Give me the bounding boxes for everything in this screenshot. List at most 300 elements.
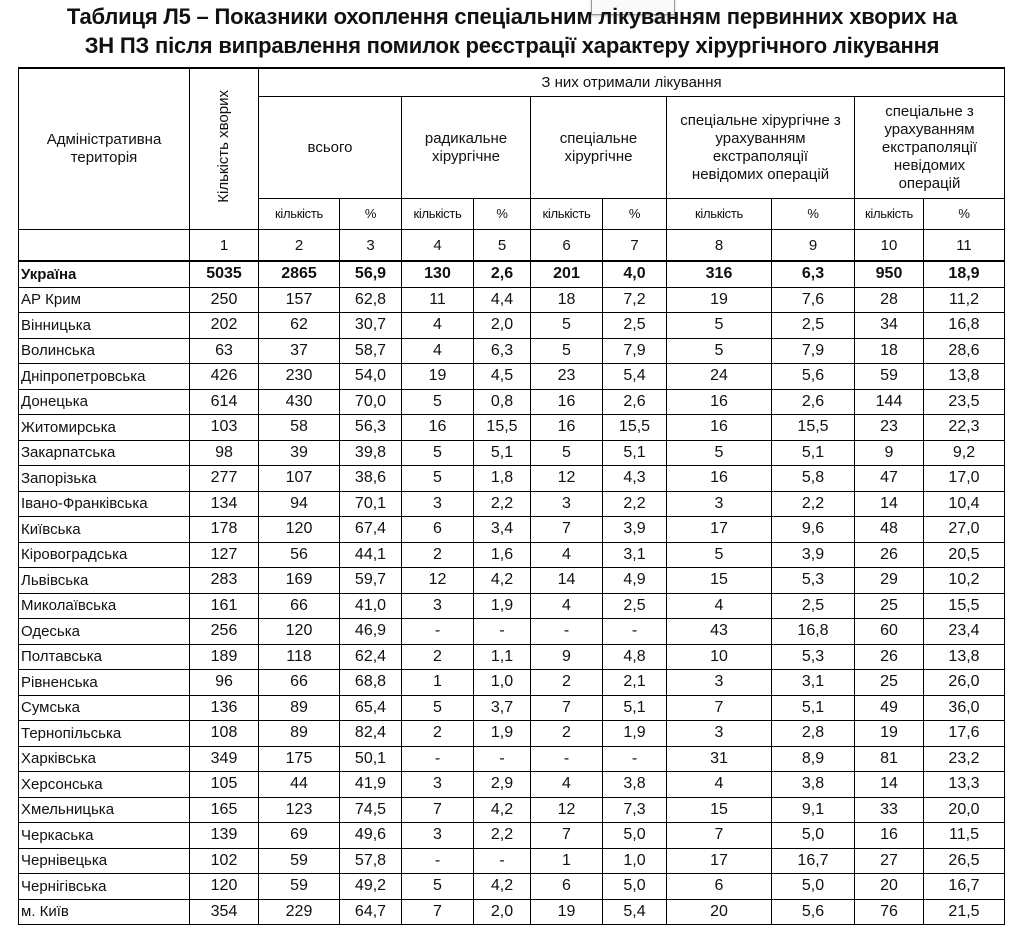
territory-name: АР Крим — [19, 287, 190, 313]
count-cell: 950 — [855, 261, 924, 287]
table-row — [19, 542, 1005, 568]
count-cell: 230 — [259, 364, 340, 390]
count-cell: 33 — [855, 797, 924, 823]
percent-cell: 2,1 — [603, 670, 667, 696]
count-cell: 3 — [531, 491, 603, 517]
count-cell: 6 — [402, 517, 474, 543]
percent-cell: 2,2 — [603, 491, 667, 517]
count-cell: 5 — [402, 874, 474, 900]
count-cell: 5 — [667, 313, 772, 339]
percent-cell: 5,4 — [603, 364, 667, 390]
column-number-blank — [19, 230, 190, 262]
patients-cell: 105 — [190, 772, 259, 798]
count-cell: 16 — [855, 823, 924, 849]
territory-name: Хмельницька — [19, 797, 190, 823]
count-cell: 2 — [402, 644, 474, 670]
percent-cell: 7,6 — [772, 287, 855, 313]
percent-cell: 38,6 — [340, 466, 402, 492]
count-cell: 47 — [855, 466, 924, 492]
title-line-1: Таблиця Л5 – Показники охоплення спеціальним лікуванням первинних хворих на — [66, 4, 958, 29]
percent-cell: 3,9 — [772, 542, 855, 568]
percent-cell: 5,1 — [474, 440, 531, 466]
table-row — [19, 619, 1005, 645]
percent-cell: 41,0 — [340, 593, 402, 619]
territory-name: Кіровоградська — [19, 542, 190, 568]
percent-cell: 16,7 — [924, 874, 1005, 900]
count-cell: 9 — [531, 644, 603, 670]
count-cell: 20 — [667, 899, 772, 925]
percent-cell: 46,9 — [340, 619, 402, 645]
count-cell: 144 — [855, 389, 924, 415]
percent-cell: - — [474, 619, 531, 645]
count-cell: 7 — [667, 695, 772, 721]
count-cell: 14 — [855, 772, 924, 798]
count-cell: 4 — [531, 593, 603, 619]
count-cell: 14 — [531, 568, 603, 594]
patients-cell: 165 — [190, 797, 259, 823]
count-cell: 59 — [259, 874, 340, 900]
territory-name: Житомирська — [19, 415, 190, 441]
percent-cell: 3,1 — [603, 542, 667, 568]
patients-cell: 283 — [190, 568, 259, 594]
table-row — [19, 287, 1005, 313]
percent-cell: 70,0 — [340, 389, 402, 415]
count-cell: 7 — [531, 695, 603, 721]
count-cell: 49 — [855, 695, 924, 721]
table-row — [19, 440, 1005, 466]
percent-cell: 5,3 — [772, 644, 855, 670]
count-cell: 3 — [402, 593, 474, 619]
percent-cell: 9,2 — [924, 440, 1005, 466]
table-row — [19, 721, 1005, 747]
count-cell: 15 — [667, 797, 772, 823]
territory-name: Сумська — [19, 695, 190, 721]
count-cell: 5 — [402, 695, 474, 721]
percent-cell: 7,3 — [603, 797, 667, 823]
percent-cell: 26,5 — [924, 848, 1005, 874]
percent-cell: 49,2 — [340, 874, 402, 900]
column-number: 9 — [772, 230, 855, 262]
column-number: 10 — [855, 230, 924, 262]
patients-cell: 256 — [190, 619, 259, 645]
count-cell: 4 — [531, 542, 603, 568]
title-line-2: ЗН ПЗ після виправлення помилок реєстрації характеру хірургічного лікування — [84, 33, 940, 58]
count-cell: 10 — [667, 644, 772, 670]
count-cell: 29 — [855, 568, 924, 594]
percent-cell: 59,7 — [340, 568, 402, 594]
percent-cell: 1,6 — [474, 542, 531, 568]
percent-cell: 4,5 — [474, 364, 531, 390]
subheader-percent: % — [924, 199, 1005, 230]
header-special-surgical: спеціальне хірургічне — [531, 97, 667, 199]
patients-cell: 127 — [190, 542, 259, 568]
patients-cell: 63 — [190, 338, 259, 364]
percent-cell: 6,3 — [474, 338, 531, 364]
patients-cell: 98 — [190, 440, 259, 466]
count-cell: 5 — [531, 338, 603, 364]
percent-cell: 1,0 — [603, 848, 667, 874]
column-number: 4 — [402, 230, 474, 262]
table-row — [19, 772, 1005, 798]
column-number: 6 — [531, 230, 603, 262]
count-cell: 130 — [402, 261, 474, 287]
count-cell: 3 — [667, 721, 772, 747]
percent-cell: 22,3 — [924, 415, 1005, 441]
count-cell: 5 — [667, 542, 772, 568]
percent-cell: 10,2 — [924, 568, 1005, 594]
percent-cell: 9,6 — [772, 517, 855, 543]
count-cell: 5 — [531, 313, 603, 339]
count-cell: 175 — [259, 746, 340, 772]
percent-cell: 2,5 — [772, 593, 855, 619]
count-cell: 12 — [531, 797, 603, 823]
count-cell: - — [402, 619, 474, 645]
count-cell: 24 — [667, 364, 772, 390]
count-cell: 43 — [667, 619, 772, 645]
count-cell: - — [402, 746, 474, 772]
table-row — [19, 389, 1005, 415]
count-cell: 60 — [855, 619, 924, 645]
percent-cell: 70,1 — [340, 491, 402, 517]
patients-cell: 614 — [190, 389, 259, 415]
count-cell: 16 — [531, 389, 603, 415]
patients-cell: 161 — [190, 593, 259, 619]
territory-name: м. Київ — [19, 899, 190, 925]
percent-cell: 15,5 — [603, 415, 667, 441]
subheader-count: кількість — [402, 199, 474, 230]
count-cell: 3 — [667, 670, 772, 696]
percent-cell: 4,4 — [474, 287, 531, 313]
territory-name: Одеська — [19, 619, 190, 645]
column-number: 5 — [474, 230, 531, 262]
patients-cell: 202 — [190, 313, 259, 339]
count-cell: 123 — [259, 797, 340, 823]
percent-cell: 5,0 — [603, 874, 667, 900]
count-cell: 19 — [531, 899, 603, 925]
percent-cell: 20,0 — [924, 797, 1005, 823]
table-row — [19, 823, 1005, 849]
percent-cell: 3,4 — [474, 517, 531, 543]
territory-name: Миколаївська — [19, 593, 190, 619]
territory-name: Івано-Франківська — [19, 491, 190, 517]
percent-cell: 4,2 — [474, 874, 531, 900]
subheader-count: кількість — [531, 199, 603, 230]
percent-cell: 30,7 — [340, 313, 402, 339]
header-group: З них отримали лікування — [259, 68, 1005, 97]
percent-cell: - — [474, 848, 531, 874]
percent-cell: 13,3 — [924, 772, 1005, 798]
table-row — [19, 848, 1005, 874]
table-row — [19, 644, 1005, 670]
count-cell: 16 — [667, 389, 772, 415]
percent-cell: 11,5 — [924, 823, 1005, 849]
count-cell: - — [531, 619, 603, 645]
count-cell: 69 — [259, 823, 340, 849]
percent-cell: 5,8 — [772, 466, 855, 492]
territory-name: Рівненська — [19, 670, 190, 696]
table-title — [0, 2, 1024, 60]
count-cell: 27 — [855, 848, 924, 874]
count-cell: 59 — [259, 848, 340, 874]
territory-name: Дніпропетровська — [19, 364, 190, 390]
table-row — [19, 313, 1005, 339]
count-cell: - — [402, 848, 474, 874]
patients-cell: 426 — [190, 364, 259, 390]
percent-cell: 23,5 — [924, 389, 1005, 415]
table-row — [19, 874, 1005, 900]
percent-cell: 9,1 — [772, 797, 855, 823]
count-cell: 5 — [402, 440, 474, 466]
subheader-percent: % — [603, 199, 667, 230]
count-cell: 107 — [259, 466, 340, 492]
column-number-row — [19, 230, 1005, 262]
percent-cell: - — [474, 746, 531, 772]
territory-name: Львівська — [19, 568, 190, 594]
percent-cell: 17,0 — [924, 466, 1005, 492]
subheader-count: кількість — [855, 199, 924, 230]
patients-cell: 120 — [190, 874, 259, 900]
count-cell: 17 — [667, 848, 772, 874]
percent-cell: 26,0 — [924, 670, 1005, 696]
percent-cell: 18,9 — [924, 261, 1005, 287]
table-row — [19, 364, 1005, 390]
subheader-percent: % — [340, 199, 402, 230]
count-cell: 28 — [855, 287, 924, 313]
percent-cell: 16,8 — [772, 619, 855, 645]
percent-cell: 21,5 — [924, 899, 1005, 925]
header-territory: Адміністративна територія — [19, 68, 190, 230]
table-row — [19, 670, 1005, 696]
percent-cell: 16,7 — [772, 848, 855, 874]
count-cell: 48 — [855, 517, 924, 543]
territory-name: Харківська — [19, 746, 190, 772]
percent-cell: 17,6 — [924, 721, 1005, 747]
count-cell: 157 — [259, 287, 340, 313]
patients-cell: 136 — [190, 695, 259, 721]
table-row — [19, 517, 1005, 543]
percent-cell: 82,4 — [340, 721, 402, 747]
count-cell: 16 — [667, 415, 772, 441]
percent-cell: 16,8 — [924, 313, 1005, 339]
count-cell: 66 — [259, 670, 340, 696]
header-patients-label: Кількість хворих — [215, 90, 232, 203]
percent-cell: 57,8 — [340, 848, 402, 874]
percent-cell: 5,1 — [772, 440, 855, 466]
percent-cell: 13,8 — [924, 364, 1005, 390]
percent-cell: 7,9 — [603, 338, 667, 364]
percent-cell: 27,0 — [924, 517, 1005, 543]
percent-cell: 56,3 — [340, 415, 402, 441]
count-cell: 169 — [259, 568, 340, 594]
percent-cell: 8,9 — [772, 746, 855, 772]
percent-cell: 1,1 — [474, 644, 531, 670]
header-special-surgical-extrap: спеціальне хірургічне з урахуванням екстраполяції невідомих операцій — [667, 97, 855, 199]
percent-cell: 5,4 — [603, 899, 667, 925]
count-cell: 89 — [259, 721, 340, 747]
count-cell: 2 — [402, 721, 474, 747]
territory-name: Запорізька — [19, 466, 190, 492]
count-cell: 11 — [402, 287, 474, 313]
count-cell: 23 — [855, 415, 924, 441]
percent-cell: 64,7 — [340, 899, 402, 925]
count-cell: 25 — [855, 593, 924, 619]
table-row — [19, 797, 1005, 823]
count-cell: 1 — [402, 670, 474, 696]
count-cell: 5 — [402, 466, 474, 492]
percent-cell: 15,5 — [772, 415, 855, 441]
percent-cell: 5,0 — [772, 874, 855, 900]
percent-cell: 5,1 — [603, 695, 667, 721]
percent-cell: 2,0 — [474, 313, 531, 339]
percent-cell: 5,1 — [603, 440, 667, 466]
column-number: 2 — [259, 230, 340, 262]
percent-cell: 4,0 — [603, 261, 667, 287]
patients-cell: 103 — [190, 415, 259, 441]
percent-cell: 41,9 — [340, 772, 402, 798]
percent-cell: 2,6 — [603, 389, 667, 415]
percent-cell: 28,6 — [924, 338, 1005, 364]
count-cell: 7 — [531, 517, 603, 543]
count-cell: 2 — [531, 670, 603, 696]
count-cell: 12 — [531, 466, 603, 492]
percent-cell: - — [603, 619, 667, 645]
percent-cell: 3,8 — [603, 772, 667, 798]
header-patients — [190, 68, 259, 230]
percent-cell: 3,7 — [474, 695, 531, 721]
percent-cell: 2,0 — [474, 899, 531, 925]
percent-cell: 1,0 — [474, 670, 531, 696]
table-row — [19, 746, 1005, 772]
count-cell: 4 — [667, 772, 772, 798]
count-cell: 2865 — [259, 261, 340, 287]
count-cell: 7 — [531, 823, 603, 849]
count-cell: 81 — [855, 746, 924, 772]
percent-cell: 5,0 — [603, 823, 667, 849]
table-row — [19, 899, 1005, 925]
count-cell: 76 — [855, 899, 924, 925]
header-special-extrap: спеціальне з урахуванням екстраполяції невідомих операцій — [855, 97, 1005, 199]
count-cell: 430 — [259, 389, 340, 415]
percent-cell: 11,2 — [924, 287, 1005, 313]
patients-cell: 134 — [190, 491, 259, 517]
percent-cell: 1,8 — [474, 466, 531, 492]
territory-name: Волинська — [19, 338, 190, 364]
count-cell: 6 — [667, 874, 772, 900]
percent-cell: 4,2 — [474, 568, 531, 594]
count-cell: 5 — [667, 338, 772, 364]
count-cell: 17 — [667, 517, 772, 543]
percent-cell: 5,6 — [772, 364, 855, 390]
count-cell: 316 — [667, 261, 772, 287]
count-cell: 15 — [667, 568, 772, 594]
count-cell: 229 — [259, 899, 340, 925]
count-cell: 7 — [667, 823, 772, 849]
table-row — [19, 466, 1005, 492]
data-table — [18, 67, 1005, 925]
count-cell: 5 — [667, 440, 772, 466]
count-cell: 23 — [531, 364, 603, 390]
percent-cell: 67,4 — [340, 517, 402, 543]
count-cell: - — [531, 746, 603, 772]
count-cell: 118 — [259, 644, 340, 670]
count-cell: 66 — [259, 593, 340, 619]
count-cell: 2 — [531, 721, 603, 747]
territory-name: Київська — [19, 517, 190, 543]
percent-cell: 5,0 — [772, 823, 855, 849]
count-cell: 4 — [667, 593, 772, 619]
count-cell: 201 — [531, 261, 603, 287]
patients-cell: 102 — [190, 848, 259, 874]
percent-cell: 1,9 — [474, 593, 531, 619]
count-cell: 16 — [402, 415, 474, 441]
percent-cell: 58,7 — [340, 338, 402, 364]
count-cell: 62 — [259, 313, 340, 339]
header-radical: радикальне хірургічне — [402, 97, 531, 199]
percent-cell: 56,9 — [340, 261, 402, 287]
count-cell: 16 — [667, 466, 772, 492]
percent-cell: 62,4 — [340, 644, 402, 670]
percent-cell: 15,5 — [924, 593, 1005, 619]
territory-name: Полтавська — [19, 644, 190, 670]
percent-cell: 0,8 — [474, 389, 531, 415]
table-row — [19, 338, 1005, 364]
percent-cell: 49,6 — [340, 823, 402, 849]
territory-name: Тернопільська — [19, 721, 190, 747]
count-cell: 5 — [531, 440, 603, 466]
count-cell: 59 — [855, 364, 924, 390]
percent-cell: 5,6 — [772, 899, 855, 925]
count-cell: 3 — [667, 491, 772, 517]
percent-cell: 62,8 — [340, 287, 402, 313]
percent-cell: 2,6 — [474, 261, 531, 287]
patients-cell: 349 — [190, 746, 259, 772]
table-row — [19, 695, 1005, 721]
patients-cell: 277 — [190, 466, 259, 492]
header-total: всього — [259, 97, 402, 199]
count-cell: 20 — [855, 874, 924, 900]
percent-cell: 44,1 — [340, 542, 402, 568]
table-row — [19, 491, 1005, 517]
percent-cell: 3,1 — [772, 670, 855, 696]
count-cell: 7 — [402, 899, 474, 925]
percent-cell: 3,9 — [603, 517, 667, 543]
percent-cell: 13,8 — [924, 644, 1005, 670]
percent-cell: 23,2 — [924, 746, 1005, 772]
territory-name: Чернігівська — [19, 874, 190, 900]
count-cell: 4 — [402, 338, 474, 364]
subheader-count: кількість — [259, 199, 340, 230]
percent-cell: 50,1 — [340, 746, 402, 772]
count-cell: 7 — [402, 797, 474, 823]
count-cell: 6 — [531, 874, 603, 900]
territory-name: Чернівецька — [19, 848, 190, 874]
percent-cell: 2,9 — [474, 772, 531, 798]
percent-cell: 20,5 — [924, 542, 1005, 568]
count-cell: 25 — [855, 670, 924, 696]
count-cell: 56 — [259, 542, 340, 568]
count-cell: 14 — [855, 491, 924, 517]
territory-name: Донецька — [19, 389, 190, 415]
percent-cell: 7,9 — [772, 338, 855, 364]
column-number: 11 — [924, 230, 1005, 262]
percent-cell: 2,8 — [772, 721, 855, 747]
percent-cell: 2,5 — [603, 313, 667, 339]
percent-cell: 4,3 — [603, 466, 667, 492]
count-cell: 94 — [259, 491, 340, 517]
percent-cell: 2,5 — [772, 313, 855, 339]
column-number: 1 — [190, 230, 259, 262]
subheader-percent: % — [474, 199, 531, 230]
